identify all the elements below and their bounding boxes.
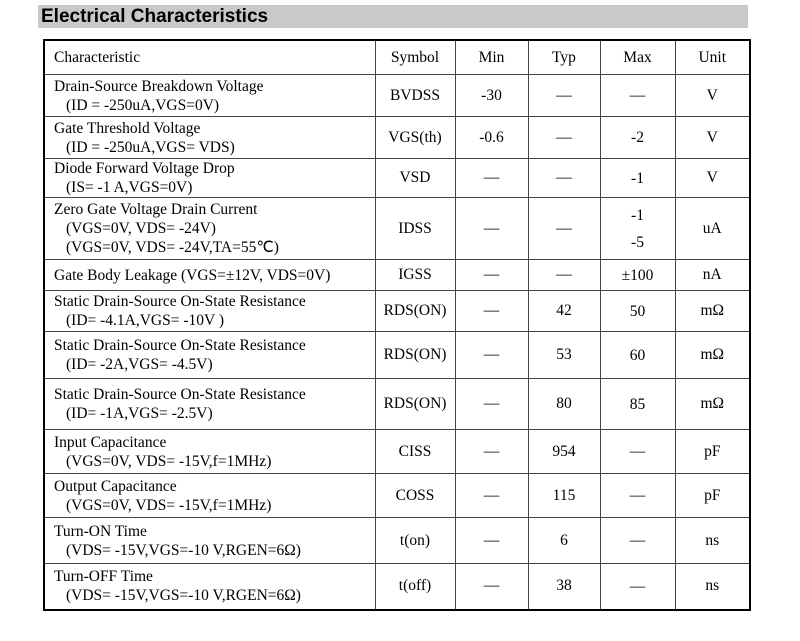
max-value: 85 xyxy=(629,395,646,413)
unit-cell: pF xyxy=(675,430,750,474)
characteristic-name: Diode Forward Voltage Drop xyxy=(54,160,235,177)
min-cell: — xyxy=(455,430,528,474)
max-value: -1 xyxy=(631,206,644,224)
table-row xyxy=(44,291,750,332)
characteristic-cell xyxy=(44,117,375,159)
min-cell: — xyxy=(455,198,528,260)
test-condition: (VGS=0V, VDS= -24V,TA=55℃) xyxy=(66,239,279,256)
characteristic-cell xyxy=(44,379,375,430)
header-row xyxy=(44,40,750,75)
test-condition: (VGS=0V, VDS= -15V,f=1MHz) xyxy=(66,496,272,514)
table-row xyxy=(44,518,750,564)
max-cell xyxy=(600,159,675,198)
unit-cell: ns xyxy=(675,518,750,564)
characteristic-name: Static Drain-Source On-State Resistance xyxy=(54,293,306,310)
characteristic-name: Turn-OFF Time xyxy=(54,568,153,586)
characteristic-name: Zero Gate Voltage Drain Current xyxy=(54,201,258,218)
header-symbol: Symbol xyxy=(375,40,455,75)
max-value: ±100 xyxy=(621,266,654,284)
min-cell: — xyxy=(455,260,528,291)
characteristic-cell xyxy=(44,332,375,379)
symbol-cell: VGS(th) xyxy=(375,117,455,159)
test-condition: (IS= -1 A,VGS=0V) xyxy=(66,179,193,196)
max-value: — xyxy=(629,487,646,504)
electrical-characteristics-table xyxy=(43,39,751,611)
test-condition: (VGS=0V, VDS= -15V,f=1MHz) xyxy=(66,452,272,470)
unit-cell: nA xyxy=(675,260,750,291)
table-row xyxy=(44,332,750,379)
unit-cell: V xyxy=(675,159,750,198)
characteristic-cell xyxy=(44,564,375,610)
symbol-cell: IGSS xyxy=(375,260,455,291)
characteristic-name: Static Drain-Source On-State Resistance xyxy=(54,337,306,354)
symbol-cell: BVDSS xyxy=(375,75,455,117)
characteristic-name: Drain-Source Breakdown Voltage xyxy=(54,77,264,95)
symbol-cell: RDS(ON) xyxy=(375,379,455,430)
unit-cell: mΩ xyxy=(675,291,750,332)
typ-cell: 80 xyxy=(528,379,600,430)
max-value: — xyxy=(629,87,646,104)
characteristic-cell xyxy=(44,159,375,198)
typ-cell: 954 xyxy=(528,430,600,474)
table-row xyxy=(44,564,750,610)
max-value: — xyxy=(629,532,646,549)
test-condition: (VDS= -15V,VGS=-10 V,RGEN=6Ω) xyxy=(66,541,301,559)
header-unit: Unit xyxy=(675,40,750,75)
min-cell: -30 xyxy=(455,75,528,117)
max-cell xyxy=(600,430,675,474)
test-condition: (ID = -250uA,VGS= VDS) xyxy=(66,138,235,156)
test-condition: (VDS= -15V,VGS=-10 V,RGEN=6Ω) xyxy=(66,587,301,605)
min-cell: — xyxy=(455,332,528,379)
min-cell: — xyxy=(455,159,528,198)
header-characteristic: Characteristic xyxy=(44,40,375,75)
max-cell xyxy=(600,75,675,117)
min-cell: -0.6 xyxy=(455,117,528,159)
characteristic-cell xyxy=(44,291,375,332)
test-condition: (ID= -4.1A,VGS= -10V ) xyxy=(66,312,224,329)
max-cell xyxy=(600,260,675,291)
header-min: Min xyxy=(455,40,528,75)
max-value: -2 xyxy=(631,129,644,146)
table-row xyxy=(44,379,750,430)
characteristic-cell xyxy=(44,518,375,564)
characteristic-name: Output Capacitance xyxy=(54,477,177,495)
max-cell xyxy=(600,564,675,610)
typ-cell: 115 xyxy=(528,474,600,518)
symbol-cell: RDS(ON) xyxy=(375,291,455,332)
table-row xyxy=(44,75,750,117)
typ-cell: — xyxy=(528,117,600,159)
table-row xyxy=(44,260,750,291)
typ-cell: 42 xyxy=(528,291,600,332)
test-condition: (ID = -250uA,VGS=0V) xyxy=(66,96,220,114)
characteristic-cell xyxy=(44,75,375,117)
max-cell xyxy=(600,198,675,260)
max-cell xyxy=(600,332,675,379)
min-cell: — xyxy=(455,564,528,610)
typ-cell: 53 xyxy=(528,332,600,379)
unit-cell: V xyxy=(675,75,750,117)
max-cell xyxy=(600,474,675,518)
typ-cell: 38 xyxy=(528,564,600,610)
characteristic-cell xyxy=(44,198,375,260)
unit-cell: mΩ xyxy=(675,332,750,379)
min-cell: — xyxy=(455,474,528,518)
max-value: -5 xyxy=(631,233,644,251)
max-value: 60 xyxy=(629,346,646,364)
typ-cell: 6 xyxy=(528,518,600,564)
characteristic-cell xyxy=(44,430,375,474)
max-cell xyxy=(600,379,675,430)
symbol-cell: t(off) xyxy=(375,564,455,610)
unit-cell: ns xyxy=(675,564,750,610)
characteristic-name: Static Drain-Source On-State Resistance xyxy=(54,386,306,403)
characteristic-name: Gate Body Leakage (VGS=±12V, VDS=0V) xyxy=(54,266,331,284)
characteristic-cell xyxy=(44,474,375,518)
table-row xyxy=(44,198,750,260)
max-value: -1 xyxy=(631,169,644,187)
max-cell xyxy=(600,291,675,332)
table-row xyxy=(44,430,750,474)
unit-cell: V xyxy=(675,117,750,159)
max-value: — xyxy=(629,443,646,460)
max-value: 50 xyxy=(629,302,646,320)
typ-cell: — xyxy=(528,75,600,117)
typ-cell: — xyxy=(528,198,600,260)
table-row xyxy=(44,117,750,159)
max-cell xyxy=(600,117,675,159)
test-condition: (ID= -1A,VGS= -2.5V) xyxy=(66,405,213,422)
header-typ: Typ xyxy=(528,40,600,75)
table-row xyxy=(44,474,750,518)
section-title: Electrical Characteristics xyxy=(38,5,748,28)
max-cell xyxy=(600,518,675,564)
test-condition: (ID= -2A,VGS= -4.5V) xyxy=(66,356,213,373)
symbol-cell: IDSS xyxy=(375,198,455,260)
min-cell: — xyxy=(455,518,528,564)
characteristic-name: Gate Threshold Voltage xyxy=(54,119,201,137)
unit-cell: mΩ xyxy=(675,379,750,430)
header-max: Max xyxy=(600,40,675,75)
test-condition: (VGS=0V, VDS= -24V) xyxy=(66,220,216,237)
unit-cell: pF xyxy=(675,474,750,518)
characteristic-name: Input Capacitance xyxy=(54,433,167,451)
typ-cell: — xyxy=(528,260,600,291)
unit-cell: uA xyxy=(675,198,750,260)
characteristic-name: Turn-ON Time xyxy=(54,522,147,540)
symbol-cell: VSD xyxy=(375,159,455,198)
symbol-cell: COSS xyxy=(375,474,455,518)
symbol-cell: CISS xyxy=(375,430,455,474)
symbol-cell: t(on) xyxy=(375,518,455,564)
min-cell: — xyxy=(455,379,528,430)
characteristic-cell xyxy=(44,260,375,291)
max-value: — xyxy=(629,577,646,595)
typ-cell: — xyxy=(528,159,600,198)
table-row xyxy=(44,159,750,198)
symbol-cell: RDS(ON) xyxy=(375,332,455,379)
min-cell: — xyxy=(455,291,528,332)
